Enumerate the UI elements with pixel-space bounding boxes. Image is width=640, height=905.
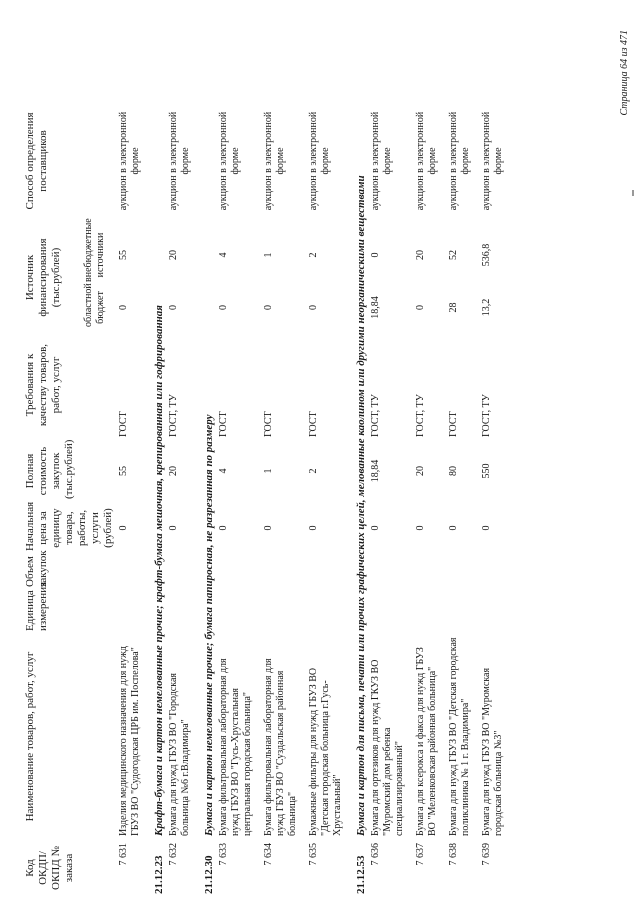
item-extra-budget: 536,8	[481, 243, 492, 267]
header-source-regional: областной бюджет	[82, 283, 106, 327]
order-code: 7 632	[168, 843, 179, 866]
item-total: 550	[481, 463, 492, 479]
item-requirements: ГОСТ, ТУ	[370, 394, 381, 437]
item-regional-budget: 0	[218, 305, 229, 310]
group-code: 21.12.53	[355, 855, 367, 894]
item-unit	[262, 590, 307, 634]
item-name: Изделия медицинского назначения для нужд ГБУЗ ВО "Судогодская ЦРБ им. Поспелова"	[118, 645, 141, 836]
order-code: 7 638	[448, 843, 459, 866]
item-price: 0	[481, 525, 492, 531]
table-row	[307, 97, 352, 897]
order-code: 7 635	[308, 843, 319, 866]
item-name: Бумага для ортезиков для нужд ГКУЗ ВО "Муромский дом ребенка специализированный"	[370, 659, 405, 836]
item-method: аукцион в электронной форме	[218, 111, 241, 211]
item-volume	[262, 554, 307, 590]
item-total: 80	[448, 466, 459, 476]
item-total: 1	[263, 468, 274, 474]
item-volume	[307, 554, 352, 590]
table-header-row	[10, 97, 81, 897]
item-method: аукцион в электронной форме	[168, 111, 191, 211]
item-price: 0	[370, 525, 381, 531]
item-name: Бумага фильтровальная лабораторная для нужд ГБУЗ ВО "Суздальская районная больница"	[263, 658, 298, 836]
item-regional-budget: 13,2	[481, 298, 492, 317]
item-extra-budget: 0	[370, 252, 381, 258]
table-row	[167, 97, 200, 897]
header-requirements: Требования к качеству товаров, работ, услуг	[24, 343, 62, 427]
item-extra-budget: 1	[263, 252, 274, 258]
group-code: 21.12.23	[153, 855, 165, 894]
item-name: Бумага для нужд ГБУЗ ВО "Детская городская поликлиника № 1 г. Владимира"	[448, 637, 471, 836]
item-total: 55	[118, 466, 129, 476]
item-requirements: ГОСТ, ТУ	[415, 394, 426, 437]
item-price: 0	[118, 525, 129, 531]
group-title: Бумага и картон немелованные прочие; бумага папиросная, не разрезанная по размеру	[203, 414, 215, 836]
header-unit: Единица измерения	[24, 581, 49, 631]
item-total: 18,84	[370, 459, 381, 483]
item-regional-budget: 28	[448, 302, 459, 313]
item-unit	[369, 590, 414, 634]
item-requirements: ГОСТ	[263, 411, 274, 437]
item-method: аукцион в электронной форме	[118, 111, 141, 211]
item-volume	[167, 554, 200, 590]
item-volume	[117, 554, 150, 590]
item-volume	[369, 554, 414, 590]
item-unit	[117, 590, 150, 634]
header-total: Полная стоимость закупок (тыс.рублей)	[24, 439, 75, 499]
order-code: 7 637	[415, 843, 426, 866]
item-requirements: ГОСТ	[218, 411, 229, 437]
item-method: аукцион в электронной форме	[370, 111, 393, 211]
item-unit	[217, 590, 262, 634]
item-regional-budget: 18,84	[370, 296, 381, 319]
group-heading-row	[150, 97, 167, 897]
item-extra-budget: 52	[448, 250, 459, 260]
item-requirements: ГОСТ	[448, 411, 459, 437]
item-price: 0	[415, 525, 426, 531]
table-row	[480, 97, 513, 897]
item-extra-budget: 55	[118, 250, 129, 260]
item-extra-budget: 20	[168, 250, 179, 260]
item-name: Бумага для нужд ГБУЗ ВО "Городская больница №6 г.Владимира"	[168, 673, 191, 836]
item-price: 0	[308, 525, 319, 531]
order-code: 7 634	[263, 843, 274, 866]
header-price: Начальная цена за единицу товара, работы, услуги (рублей)	[24, 501, 114, 551]
item-unit	[167, 590, 200, 634]
item-regional-budget: 0	[118, 305, 129, 310]
item-name: Бумага фильтровальная лабораторная для нужд ГБУЗ ВО "Гусь-Хрустальная центральная городская больница"	[218, 658, 253, 836]
item-requirements: ГОСТ	[118, 411, 129, 437]
header-volume: Объем закупок	[24, 550, 49, 587]
table-row	[262, 97, 307, 897]
item-volume	[447, 554, 480, 590]
header-name: Наименование товаров, работ, услуг	[24, 651, 36, 822]
item-price: 0	[168, 525, 179, 531]
item-method: аукцион в электронной форме	[308, 111, 331, 211]
group-code: 21.12.30	[203, 855, 215, 894]
item-volume	[414, 554, 447, 590]
group-title: Бумага и картон для письма, печати или прочих графических целей, мелованные каолином или другими неорганическими веществами	[355, 175, 367, 836]
header-code: Код ОКДП/ ОКПД № заказа	[24, 846, 75, 890]
table-row	[117, 97, 150, 897]
item-method: аукцион в электронной форме	[481, 111, 504, 211]
item-extra-budget: 2	[308, 252, 319, 258]
procurement-table	[10, 97, 513, 897]
item-unit	[447, 590, 480, 634]
group-heading-row	[200, 97, 217, 897]
item-total: 20	[415, 466, 426, 476]
item-regional-budget: 0	[415, 305, 426, 310]
page-number: Страница 64 из 471	[619, 30, 630, 116]
item-method: аукцион в электронной форме	[415, 111, 438, 211]
order-code: 7 636	[370, 843, 381, 866]
header-source-extra: внебюджетные источники	[82, 218, 106, 282]
item-requirements: ГОСТ, ТУ	[168, 394, 179, 437]
item-requirements: ГОСТ	[308, 411, 319, 437]
item-unit	[414, 590, 447, 634]
table-row	[414, 97, 447, 897]
item-name: Бумага для нужд ГБУЗ ВО "Муромская городская больница №3"	[481, 667, 504, 836]
item-regional-budget: 0	[308, 305, 319, 310]
order-code: 7 639	[481, 843, 492, 866]
item-name: Бумажные фильтры для нужд ГБУЗ ВО "Детская городская больница г.Гусь-Хрустальный"	[308, 667, 343, 836]
table-row	[217, 97, 262, 897]
item-extra-budget: 20	[415, 250, 426, 260]
header-method: Способ определения поставщиков	[24, 112, 49, 210]
table-body	[117, 97, 513, 897]
item-volume	[480, 554, 513, 590]
header-source: Источник финансирования (тыс.рублей)	[24, 238, 62, 317]
order-code: 7 633	[218, 843, 229, 866]
item-price: 0	[263, 525, 274, 531]
item-name: Бумага для ксерокса и факса для нужд ГБУЗ ВО "Меленковская районная больница"	[415, 647, 438, 836]
item-requirements: ГОСТ, ТУ	[481, 394, 492, 437]
item-unit	[307, 590, 352, 634]
order-code: 7 631	[118, 843, 129, 866]
item-method: аукцион в электронной форме	[263, 111, 286, 211]
scan-margin-mark	[632, 190, 634, 196]
table-row	[447, 97, 480, 897]
item-regional-budget: 0	[263, 305, 274, 310]
table-row	[369, 97, 414, 897]
item-price: 0	[218, 525, 229, 531]
item-total: 20	[168, 466, 179, 476]
item-volume	[217, 554, 262, 590]
item-method: аукцион в электронной форме	[448, 111, 471, 211]
item-extra-budget: 4	[218, 252, 229, 258]
item-unit	[480, 590, 513, 634]
item-regional-budget: 0	[168, 305, 179, 310]
group-heading-row	[352, 97, 369, 897]
item-total: 2	[308, 468, 319, 474]
item-price: 0	[448, 525, 459, 531]
group-title: Крафт-бумага и картон немелованные прочие; крафт-бумага мешочная, крепированная или гофрированная	[153, 305, 165, 836]
item-total: 4	[218, 468, 229, 474]
